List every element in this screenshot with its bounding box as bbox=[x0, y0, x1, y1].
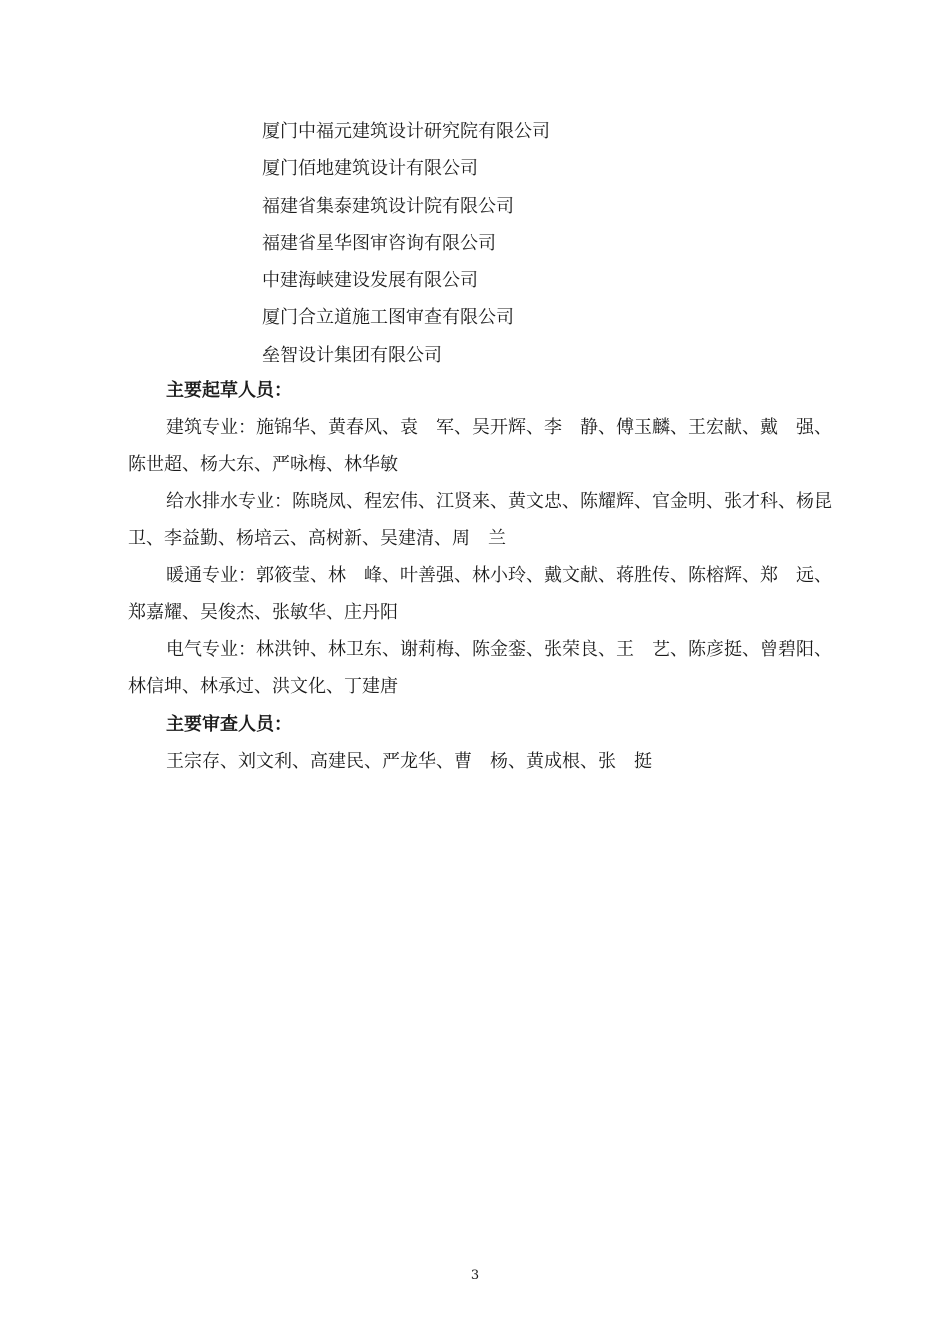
organization-item: 福建省集泰建筑设计院有限公司 bbox=[262, 195, 514, 217]
organization-item: 厦门佰地建筑设计有限公司 bbox=[262, 158, 478, 180]
architecture-drafters: 建筑专业：施锦华、黄春风、袁 军、吴开辉、李 静、傅玉麟、王宏献、戴 强、陈世超、杨大东、严咏梅、林华敏 bbox=[128, 417, 832, 475]
organization-item: 中建海峡建设发展有限公司 bbox=[262, 270, 478, 292]
electrical-drafters: 电气专业：林洪钟、林卫东、谢莉梅、陈金銮、张荣良、王 艺、陈彦挺、曾碧阳、林信坤、林承过、洪文化、丁建唐 bbox=[128, 639, 832, 697]
hvac-drafters: 暖通专业：郭筱莹、林 峰、叶善强、林小玲、戴文献、蒋胜传、陈榕辉、郑 远、郑嘉耀、吴俊杰、张敏华、庄丹阳 bbox=[128, 565, 832, 623]
reviewer-names: 王宗存、刘文利、高建民、严龙华、曹 杨、黄成根、张 挺 bbox=[166, 751, 652, 772]
organization-item: 厦门合立道施工图审查有限公司 bbox=[262, 307, 514, 329]
drafters-section bbox=[128, 372, 832, 705]
organization-item: 垒智设计集团有限公司 bbox=[262, 344, 442, 366]
water-drainage-drafters: 给水排水专业：陈晓凤、程宏伟、江贤来、黄文忠、陈耀辉、官金明、张才科、杨昆卫、李益勤、杨培云、高树新、吴建清、周 兰 bbox=[128, 491, 832, 549]
organization-list bbox=[262, 113, 862, 374]
organization-item: 福建省星华图审咨询有限公司 bbox=[262, 232, 496, 254]
reviewers-heading: 主要审查人员： bbox=[166, 714, 292, 735]
organization-item: 厦门中福元建筑设计研究院有限公司 bbox=[262, 121, 550, 142]
page-number: 3 bbox=[470, 1268, 480, 1283]
drafters-heading: 主要起草人员： bbox=[166, 380, 292, 401]
reviewers-section bbox=[128, 706, 832, 780]
